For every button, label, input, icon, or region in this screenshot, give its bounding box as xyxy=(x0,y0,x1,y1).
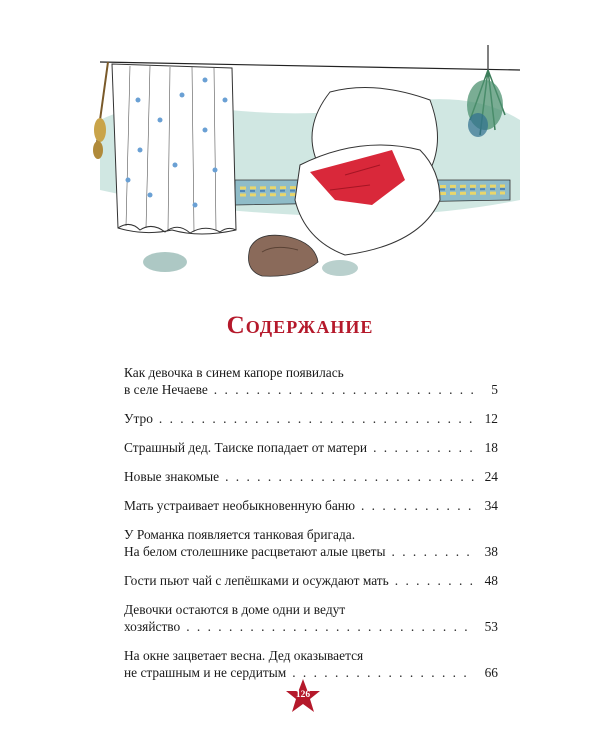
toc-entry-title: Гости пьют чай с лепёшками и осуждают мать xyxy=(124,573,389,588)
toc-entry-title: Утро xyxy=(124,411,153,426)
page-number: 126 xyxy=(295,690,311,700)
toc-entry-row xyxy=(124,497,498,514)
toc-entry-title: Страшный дед. Таиске попадает от матери xyxy=(124,440,368,455)
toc-entry-title-line: Как девочка в синем капоре появилась xyxy=(124,365,344,380)
curtain xyxy=(112,64,236,234)
dot-leader xyxy=(214,381,474,398)
pillows xyxy=(295,88,440,256)
toc-entry-page: 12 xyxy=(484,411,498,426)
shoe-shadow-right xyxy=(322,260,358,276)
shoe-shadow-left xyxy=(143,252,187,272)
toc-entry xyxy=(124,526,498,560)
page-number-badge xyxy=(285,678,321,714)
toc-entry-page: 53 xyxy=(484,619,498,634)
page-title: Содержание xyxy=(226,312,374,339)
toc-entry-title: в селе Нечаеве xyxy=(124,382,208,397)
toc-entry xyxy=(124,410,498,427)
toc-entry xyxy=(124,497,498,514)
toc-entry-page: 38 xyxy=(484,544,498,559)
toc-entry-page: 5 xyxy=(491,382,498,397)
toc-entry-title-line: На окне зацветает весна. Дед оказывается xyxy=(124,648,364,663)
dot-leader xyxy=(373,439,474,456)
toc-entry xyxy=(124,601,498,635)
toc-entry-page: 48 xyxy=(484,573,498,588)
toc-entry-page: 66 xyxy=(484,665,498,680)
dot-leader xyxy=(392,543,474,560)
toc-entry-page: 34 xyxy=(484,498,498,513)
toc-entry-title-line: Девочки остаются в доме одни и ведут xyxy=(124,602,346,617)
toc-entry-row xyxy=(124,543,498,560)
toc-entry-row xyxy=(124,468,498,485)
dot-leader xyxy=(361,497,474,514)
dot-leader xyxy=(159,410,474,427)
toc-entry-title: не страшным и не сердитым xyxy=(124,665,287,680)
toc-entry xyxy=(124,468,498,485)
toc-entry-row xyxy=(124,572,498,589)
shoes xyxy=(249,235,319,276)
toc-entry-row xyxy=(124,439,498,456)
toc-entry-row xyxy=(124,618,498,635)
toc-entry xyxy=(124,364,498,398)
toc-entry-row xyxy=(124,410,498,427)
toc-entry xyxy=(124,439,498,456)
toc-entry-title-line: У Романка появляется танковая бригада. xyxy=(124,527,356,542)
toc-entry-page: 24 xyxy=(484,469,498,484)
toc-entry-row xyxy=(124,381,498,398)
dot-leader xyxy=(225,468,474,485)
toc-entry-page: 18 xyxy=(484,440,498,455)
dot-leader xyxy=(395,572,474,589)
toc-entry xyxy=(124,572,498,589)
toc-entry xyxy=(124,647,498,681)
toc-entry-title: хозяйство xyxy=(124,619,181,634)
table-of-contents xyxy=(124,364,498,693)
dot-leader xyxy=(186,618,474,635)
toc-entry-title: На белом столешнике расцветают алые цветы xyxy=(124,544,386,559)
illustration xyxy=(0,0,600,300)
toc-entry-title: Новые знакомые xyxy=(124,469,220,484)
toc-entry-title: Мать устраивает необыкновенную баню xyxy=(124,498,355,513)
